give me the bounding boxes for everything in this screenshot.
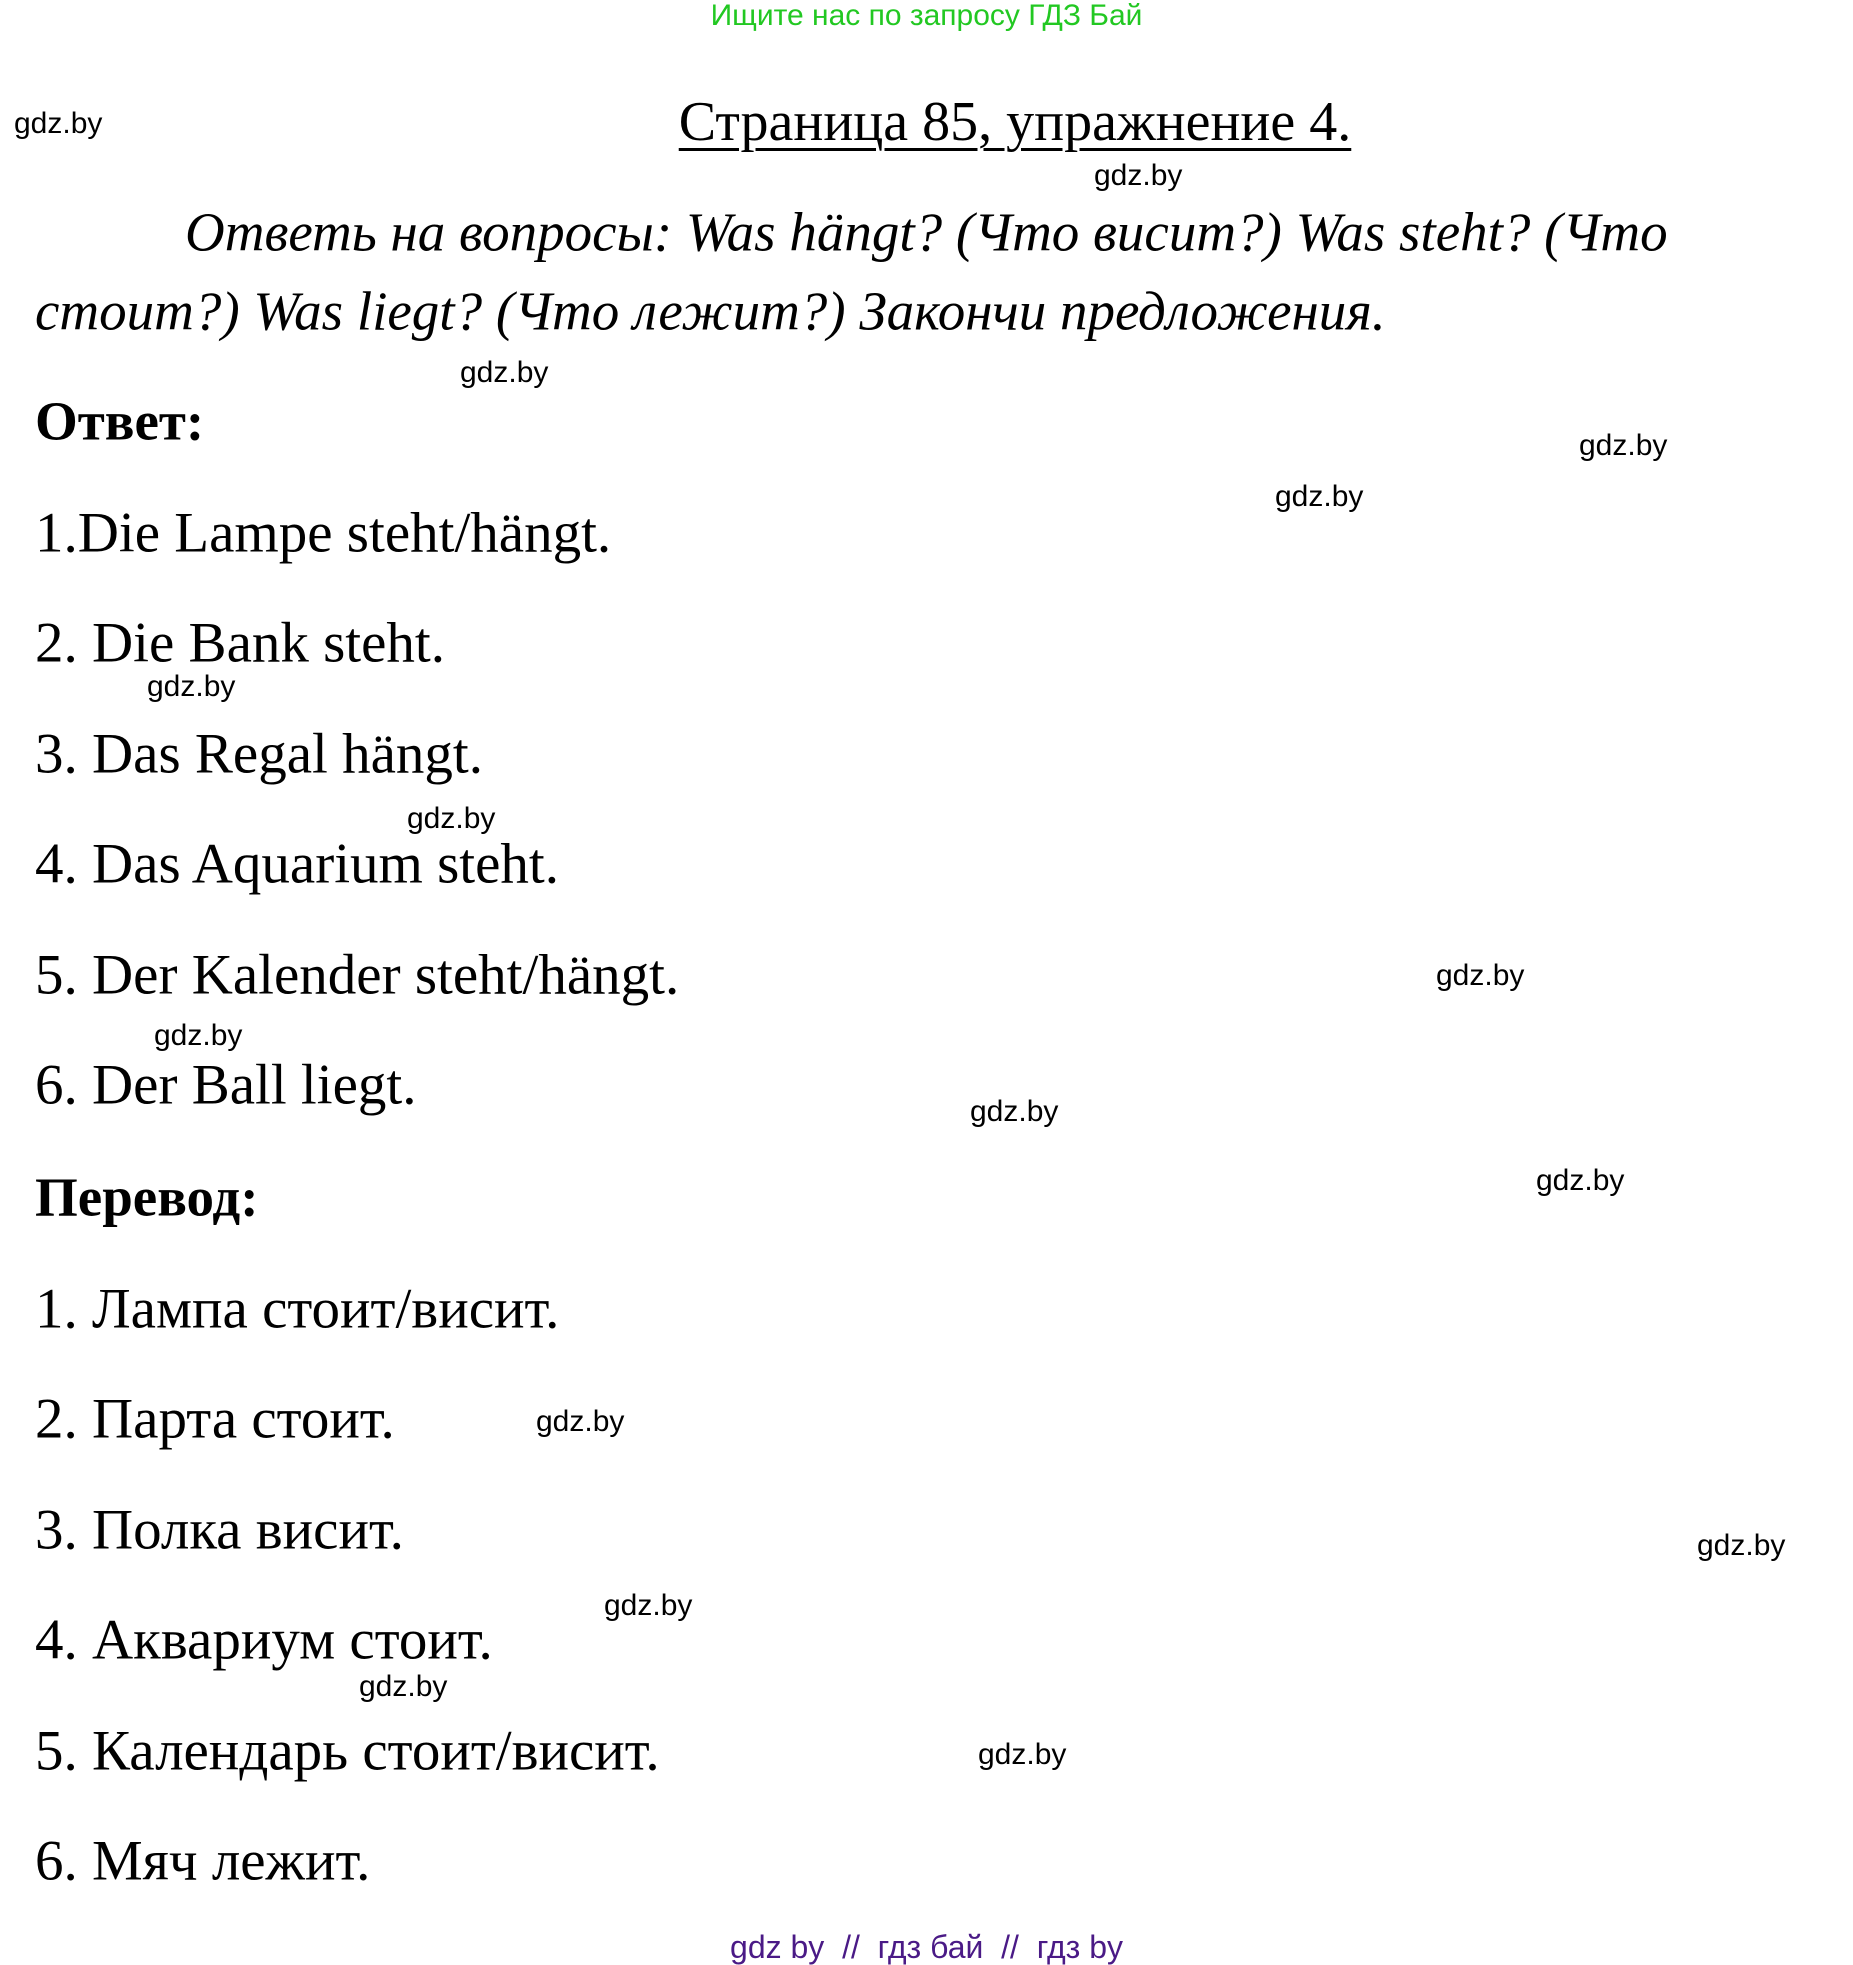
translation-item: 2. Парта стоит.	[35, 1387, 395, 1451]
search-banner: Ищите нас по запросу ГДЗ Бай	[710, 0, 1143, 32]
watermark: gdz.by	[1275, 480, 1364, 513]
watermark: gdz.by	[1094, 159, 1183, 192]
watermark: gdz.by	[407, 802, 496, 835]
watermark: gdz.by	[978, 1738, 1067, 1771]
watermark: gdz.by	[14, 107, 103, 140]
answer-item: 2. Die Bank steht.	[35, 611, 446, 675]
page-title: Страница 85, упражнение 4.	[678, 91, 1352, 153]
translation-item: 4. Аквариум стоит.	[35, 1608, 493, 1672]
watermark: gdz.by	[536, 1405, 625, 1438]
watermark: gdz.by	[1579, 429, 1668, 462]
watermark: gdz.by	[1536, 1164, 1625, 1197]
translation-item: 3. Полка висит.	[35, 1498, 404, 1562]
answer-heading: Ответ:	[35, 390, 205, 452]
watermark: gdz.by	[359, 1670, 448, 1703]
answer-item: 6. Der Ball liegt.	[35, 1053, 417, 1117]
answer-item: 5. Der Kalender steht/hängt.	[35, 943, 680, 1007]
watermark: gdz.by	[147, 670, 236, 703]
translation-item: 1. Лампа стоит/висит.	[35, 1277, 560, 1341]
translation-heading: Перевод:	[35, 1166, 259, 1228]
translation-item: 6. Мяч лежит.	[35, 1829, 371, 1893]
answer-item: 4. Das Aquarium steht.	[35, 832, 560, 896]
watermark: gdz.by	[1697, 1529, 1786, 1562]
answer-item: 3. Das Regal hängt.	[35, 722, 483, 786]
watermark: gdz.by	[604, 1589, 693, 1622]
translation-item: 5. Календарь стоит/висит.	[35, 1719, 660, 1783]
footer-links: gdz by // гдз бай // гдз by	[730, 1929, 1123, 1965]
instruction-line-2: стоит?) Was liegt? (Что лежит?) Закончи предложения.	[35, 280, 1386, 342]
watermark: gdz.by	[460, 356, 549, 389]
instruction-line-1: Ответь на вопросы: Was hängt? (Что висит?) Was steht? (Что	[185, 201, 1668, 263]
watermark: gdz.by	[154, 1019, 243, 1052]
watermark: gdz.by	[970, 1095, 1059, 1128]
watermark: gdz.by	[1436, 959, 1525, 992]
answer-item: 1.Die Lampe steht/hängt.	[35, 501, 612, 565]
